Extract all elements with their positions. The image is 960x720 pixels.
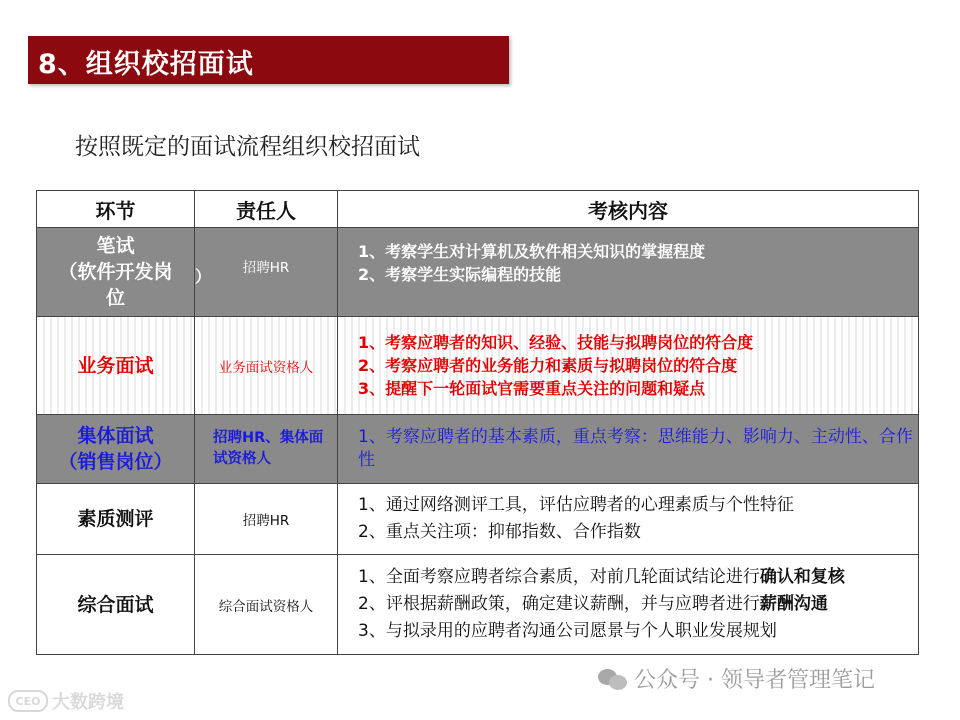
stage-cell <box>37 317 195 415</box>
slide-subtitle: 按照既定的面试流程组织校招面试 <box>75 134 420 160</box>
stage-label: 笔试 <box>96 235 135 257</box>
content-item: 2、考察学生实际编程的技能 <box>358 265 562 284</box>
stage-cell <box>37 555 195 655</box>
stray-parenthesis: ） <box>195 267 212 286</box>
content-cell <box>338 555 919 655</box>
interview-process-table <box>36 190 919 655</box>
content-item: 3、与拟录用的应聘者沟通公司愿景与个人职业发展规划 <box>358 621 777 641</box>
owner-cell: 招聘HR、集体面试资格人 <box>195 415 338 484</box>
stage-label: 集体面试 <box>77 425 154 447</box>
content-item: 2、重点关注项：抑郁指数、合作指数 <box>358 522 641 542</box>
owner-cell: 业务面试资格人 <box>195 317 338 415</box>
owner-cell: 招聘HR <box>195 484 338 555</box>
stage-label: （销售岗位） <box>58 451 173 473</box>
content-item: 2、评根据薪酬政策，确定建议薪酬，并与应聘者进行薪酬沟通 <box>358 594 828 614</box>
table-row-written-test <box>37 228 919 317</box>
content-cell <box>338 228 919 317</box>
wechat-icon <box>598 667 628 691</box>
stage-label: （软件开发岗 <box>58 261 173 283</box>
content-item: 2、考察应聘者的业务能力和素质与拟聘岗位的符合度 <box>358 356 738 375</box>
watermark-text: 公众号 · 领导者管理笔记 <box>634 668 875 693</box>
table-row-final-interview <box>37 555 919 655</box>
content-item: 1、全面考察应聘者综合素质，对前几轮面试结论进行确认和复核 <box>358 567 845 587</box>
owner-cell: 综合面试资格人 <box>195 555 338 655</box>
stage-label: 业务面试 <box>77 354 154 377</box>
content-item: 1、考察学生对计算机及软件相关知识的掌握程度 <box>358 242 706 261</box>
content-item: 3、提醒下一轮面试官需要重点关注的问题和疑点 <box>358 379 706 398</box>
content-cell <box>338 317 919 415</box>
header-stage: 环节 <box>37 191 195 228</box>
table-row-quality-assessment <box>37 484 919 555</box>
table-header-row <box>37 191 919 228</box>
stage-cell <box>37 415 195 484</box>
content-cell <box>338 484 919 555</box>
stage-cell <box>37 484 195 555</box>
corner-logo-text: 大数跨境 <box>52 692 124 713</box>
watermark <box>598 663 875 694</box>
table-row-business-interview <box>37 317 919 415</box>
header-content: 考核内容 <box>338 191 919 228</box>
owner-cell: 招聘HR <box>195 228 338 317</box>
stage-cell <box>37 228 195 317</box>
content-item: 1、通过网络测评工具，评估应聘者的心理素质与个性特征 <box>358 495 794 515</box>
content-cell <box>338 415 919 484</box>
content-item: 1、考察应聘者的知识、经验、技能与拟聘岗位的符合度 <box>358 333 754 352</box>
corner-logo <box>8 688 124 714</box>
table-row-group-interview <box>37 415 919 484</box>
logo-mark-icon: CEO <box>8 690 48 712</box>
stage-label: 综合面试 <box>77 593 154 616</box>
slide-title: 8、组织校招面试 <box>38 49 254 80</box>
content-item: 1、考察应聘者的基本素质，重点考察：思维能力、影响力、主动性、合作性 <box>358 427 913 470</box>
stage-label: 位 <box>105 287 125 309</box>
header-owner: 责任人 <box>195 191 338 228</box>
stage-label: 素质测评 <box>77 508 154 530</box>
slide-title-bar <box>28 36 509 84</box>
